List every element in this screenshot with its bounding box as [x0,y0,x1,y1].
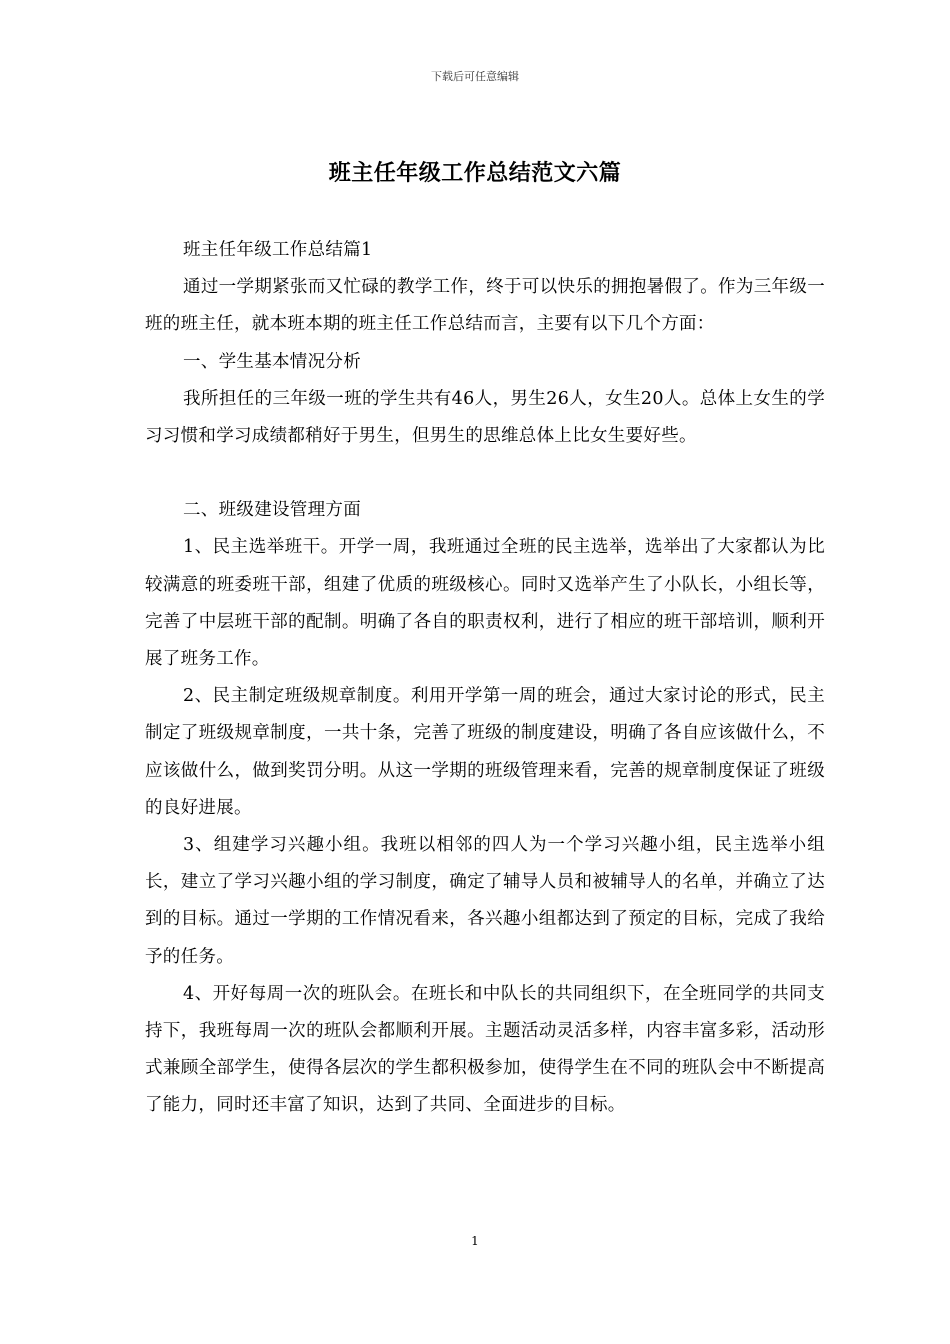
paragraph: 我所担任的三年级一班的学生共有46人，男生26人，女生20人。总体上女生的学习习惯和学习成绩都稍好于男生，但男生的思维总体上比女生要好些。 [145,388,825,447]
document-title: 班主任年级工作总结范文六篇 [328,160,622,186]
paragraph: 3、组建学习兴趣小组。我班以相邻的四人为一个学习兴趣小组，民主选举小组长，建立了学习兴趣小组的学习制度，确定了辅导人员和被辅导人的名单，并确立了达到的目标。通过一学期的工作情况看来，各兴趣小组都达到了预定的目标，完成了我给予的任务。 [145,835,825,967]
page-number: 1 [471,1234,479,1248]
section-heading: 二、班级建设管理方面 [183,500,361,521]
paragraph: 4、开好每周一次的班队会。在班长和中队长的共同组织下，在全班同学的共同支持下，我班每周一次的班队会都顺利开展。主题活动灵活多样，内容丰富多彩，活动形式兼顾全部学生，使得各层次的学生都积极参加，使得学生在不同的班队会中不断提高了能力，同时还丰富了知识，达到了共同、全面进步的目标。 [145,983,825,1116]
header-note: 下载后可任意编辑 [431,70,519,83]
paragraph: 1、民主选举班干。开学一周，我班通过全班的民主选举，选举出了大家都认为比较满意的班委班干部，组建了优质的班级核心。同时又选举产生了小队长，小组长等，完善了中层班干部的配制。明确了各自的职责权利，进行了相应的班干部培训，顺利开展了班务工作。 [145,537,825,670]
section-heading: 一、学生基本情况分析 [183,351,361,372]
document-body [145,232,825,1125]
blank-line [145,455,825,492]
paragraph: 2、民主制定班级规章制度。利用开学第一周的班会，通过大家讨论的形式，民主制定了班级规章制度，一共十条，完善了班级的制度建设，明确了各自应该做什么，不应该做什么，做到奖罚分明。从这一学期的班级管理来看，完善的规章制度保证了班级的良好进展。 [145,686,825,818]
section-heading: 班主任年级工作总结篇1 [183,240,373,260]
paragraph: 通过一学期紧张而又忙碌的教学工作，终于可以快乐的拥抱暑假了。作为三年级一班的班主任，就本班本期的班主任工作总结而言，主要有以下几个方面： [145,277,825,335]
